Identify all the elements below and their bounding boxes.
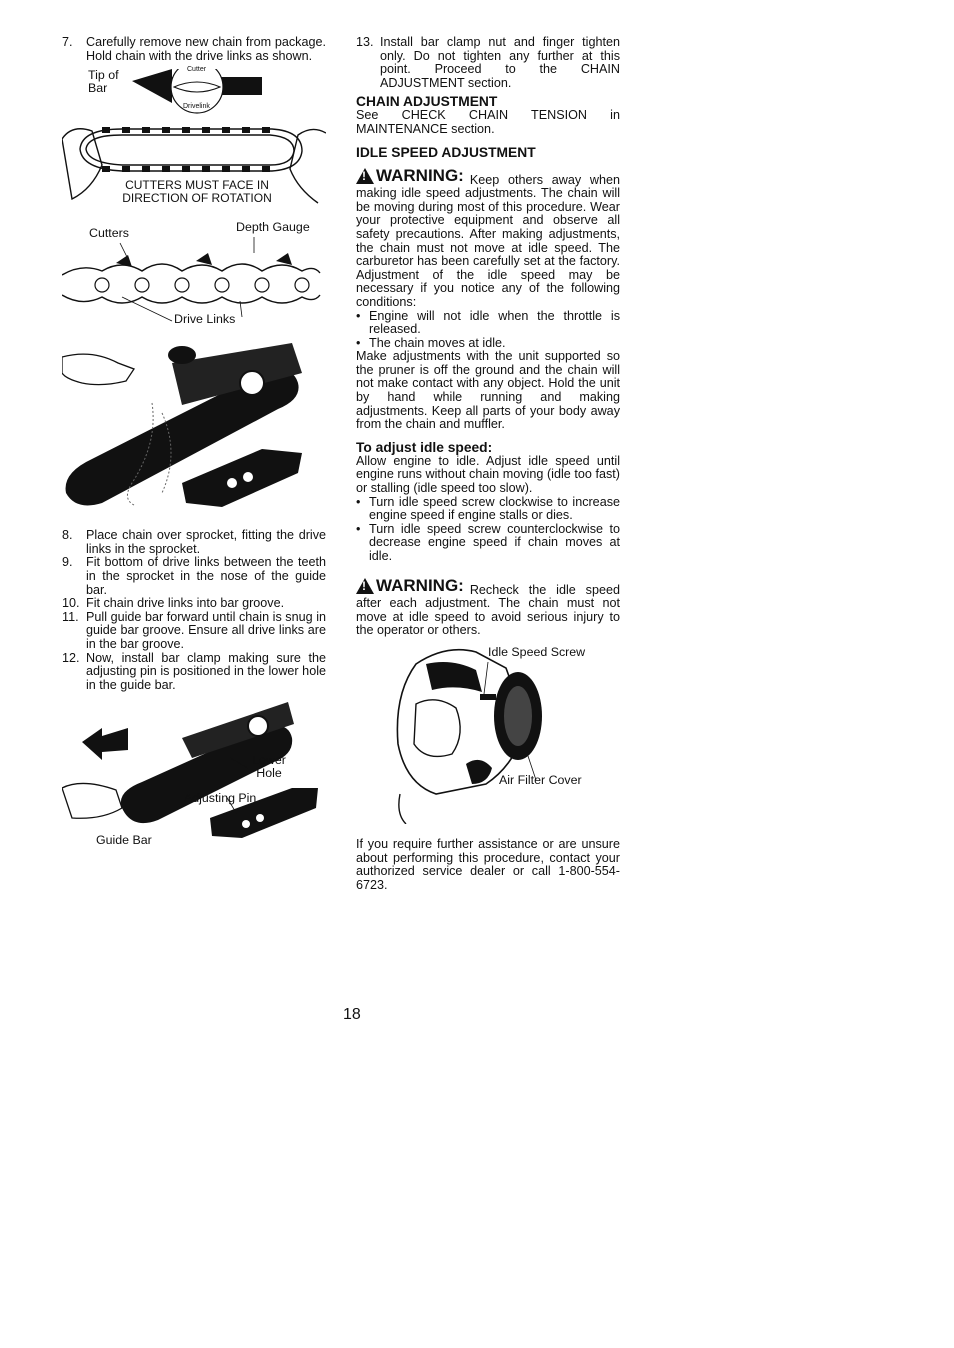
label-lower-hole: Lower Hole [252,753,286,781]
pull-arrow-icon [82,728,128,760]
label-drive-links: Drive Links [174,312,236,327]
step-text: Carefully remove new chain from package. Hold chain with the drive links as shown. [86,35,326,63]
bullet-dot: • [356,308,361,323]
label-idle-speed-screw: Idle Speed Screw [488,644,586,659]
step-text: Install bar clamp nut and finger tighten only. Do not tighten any further at this point. Proceed to the CHAIN ADJUSTMENT section. [380,35,620,90]
clamp-nut-icon [168,346,196,364]
warning-triangle-icon [356,168,374,184]
chain-adjustment-text: See CHECK CHAIN TENSION in MAINTENANCE section. [356,108,620,136]
step-text: Now, install bar clamp making sure the adjusting pin is positioned in the lower hole in the guide bar. [86,650,326,692]
left-hand-outline [62,129,102,199]
bullet-text: Turn idle speed screw clockwise to increase engine speed if engine stalls or dies. [369,494,620,523]
label-air-filter-cover: Air Filter Cover [499,772,582,787]
figure-caption: CUTTERS MUST FACE IN DIRECTION OF ROTATION [122,178,272,206]
step-number: 8. [62,528,73,543]
warning-text: Keep others away when making idle speed adjustments. The chain will be moving during most of this procedure. Wear your protective equipment and observe all safety precautions. After making adjustments, the chain must not move at idle speed. The carburetor has been carefully set at the factory. Adjustment of the idle speed may be necessary if you notice any of the following conditions: [356,172,620,309]
rivets [95,278,309,292]
step-number: 7. [62,35,73,49]
step-text: Place chain over sprocket, fitting the drive links in the sprocket. [86,528,326,556]
heading-chain-adjustment: CHAIN ADJUSTMENT [356,94,498,110]
label-adjusting-pin: Adjusting Pin [184,791,257,806]
idle-speed-screw-icon [480,694,496,700]
step-11 [62,611,326,652]
bar-plate-shape [182,449,302,507]
warning-triangle-icon [356,578,374,594]
figure-chain-in-hands [62,66,326,219]
figure-bar-clamp [62,698,326,850]
condition-bullet [356,337,620,351]
chain-loop [80,129,302,171]
engine-illustration [356,644,620,824]
condition-bullet [356,310,620,337]
step-number: 11. [62,609,79,624]
label-cutter: Cutter [187,66,207,74]
step-10 [62,597,326,611]
warning-label: WARNING: [376,575,464,595]
step-number: 12. [62,650,80,665]
warning-label: WARNING: [376,165,464,185]
hand-outline [62,354,134,385]
warning-heading [356,575,464,595]
assistance-text: If you require further assistance or are unsure about performing this procedure, contact your authorized service dealer or call 1-800-554-6723. [356,836,620,892]
label-guide-bar: Guide Bar [96,833,152,848]
step-13 [356,36,620,90]
warning2-paragraph [356,575,620,638]
sprocket-icon [240,371,264,395]
figure-idle-speed-screw [356,644,620,824]
label-drivelink: Drivelink [183,103,210,111]
step-7 [62,36,326,63]
page-number: 18 [343,1006,361,1023]
steps-8-12 [62,529,326,692]
step-text: Pull guide bar forward until chain is snug in guide bar groove. Ensure all drive links are in the bar groove. [86,609,326,651]
sprocket-icon [248,716,268,736]
bullet-dot: • [356,494,361,509]
figure-chain-over-sprocket [62,343,326,523]
warning-text: Recheck the idle speed after each adjustment. The chain must not move at idle speed to avoid serious injury to the operator or others. [356,582,620,638]
heading-idle-speed-adjustment: IDLE SPEED ADJUSTMENT [356,144,536,160]
bullet-text: Engine will not idle when the throttle is released. [369,308,620,337]
step-number: 10. [62,596,80,611]
label-cutters: Cutters [89,226,129,241]
step-text: Fit chain drive links into bar groove. [86,596,285,611]
step-12 [62,652,326,693]
heading-to-adjust-idle-speed: To adjust idle speed: [356,439,493,455]
adjust-bullet [356,523,620,564]
left-column [62,36,326,850]
label-depth-gauge: Depth Gauge [236,220,310,235]
step-8 [62,529,326,556]
adjust-bullet [356,496,620,523]
sprocket-illustration [62,343,326,523]
figure-chain-profile [62,220,326,333]
adjust-idle-text: Allow engine to idle. Adjust idle speed until engine runs without chain moving (idle too fast) or stalling (idle speed too slow). [356,453,620,496]
idle-warning-paragraph [356,165,620,310]
step-text: Fit bottom of drive links between the teeth in the sprocket in the nose of the guide bar. [86,555,326,597]
hand-outline [62,784,122,819]
right-hand-outline [290,130,326,204]
warning-heading [356,165,464,185]
step-9 [62,556,326,597]
right-column [356,36,620,892]
bullet-text: The chain moves at idle. [369,335,506,350]
support-text: Make adjustments with the unit supported so the pruner is off the ground and the chain will not make contact with any object. Hold the unit by hand while running and making adjustments. Keep all parts of your body away from the chain and muffler. [356,349,620,432]
bullet-dot: • [356,521,361,536]
bullet-text: Turn idle speed screw counterclockwise to decrease engine speed if chain moves at idle. [369,521,620,563]
label-tip-of-bar: Tip of Bar [88,68,119,96]
bullet-dot: • [356,335,361,350]
step-number: 13. [356,35,374,49]
step-number: 9. [62,555,73,570]
